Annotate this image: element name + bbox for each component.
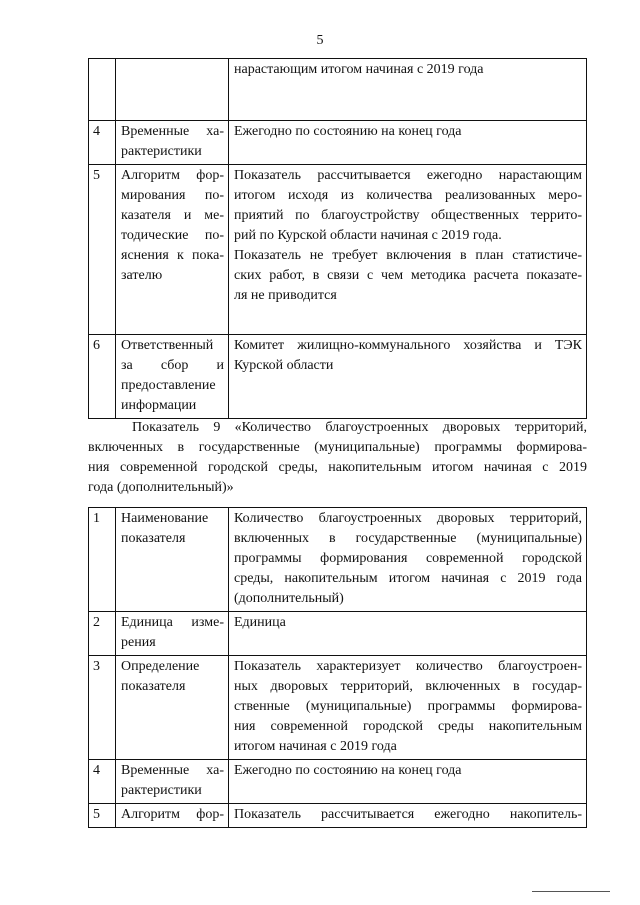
table-row <box>89 804 587 828</box>
table-row <box>89 121 587 165</box>
row-value: Ежегодно по состоянию на конец года <box>229 760 587 804</box>
row-value: Единица <box>229 612 587 656</box>
row-label: Наименование показателя <box>116 508 229 612</box>
table-row <box>89 760 587 804</box>
row-value: Ежегодно по состоянию на конец года <box>229 121 587 165</box>
row-number <box>89 59 116 121</box>
row-value: Комитет жилищно-коммунального хозяйства и ТЭК Курской области <box>229 335 587 419</box>
table-row <box>89 612 587 656</box>
row-label: Определение показателя <box>116 656 229 760</box>
table-row <box>89 335 587 419</box>
indicator-8-passport-table <box>88 58 587 419</box>
row-label: Временные ха- рактеристики <box>116 121 229 165</box>
row-label: Единица изме- рения <box>116 612 229 656</box>
indicator-9-heading: Показатель 9 «Количество благоустроенных дворовых территорий, включенных в государственные (муниципальные) программы формирова- ния современной городской среды, накопительным итогом начиная с 2019 года (дополнительный)» <box>88 420 587 495</box>
row-number: 4 <box>89 760 116 804</box>
row-value: Показатель рассчитывается ежегодно накопитель- <box>229 804 587 828</box>
row-label: Алгоритм фор- мирования по- казателя и ме- тодические по- яснения к пока- зателю <box>116 165 229 335</box>
row-value: Показатель характеризует количество благоустроен- ных дворовых территорий, включенных в государ- ственные (муниципальные) программы формирова- ния современной городской среды накопительным итогом начиная с 2019 года <box>229 656 587 760</box>
table-row <box>89 165 587 335</box>
page-number: 5 <box>316 33 324 48</box>
row-number: 3 <box>89 656 116 760</box>
row-label: Ответственный за сбор и предоставление информации <box>116 335 229 419</box>
row-number: 4 <box>89 121 116 165</box>
indicator-9-passport-table <box>88 507 587 828</box>
table-row <box>89 59 587 121</box>
row-number: 5 <box>89 804 116 828</box>
scan-artifact-line <box>532 891 610 892</box>
row-number: 2 <box>89 612 116 656</box>
row-number: 5 <box>89 165 116 335</box>
row-number: 6 <box>89 335 116 419</box>
row-label: Алгоритм фор- <box>116 804 229 828</box>
row-label <box>116 59 229 121</box>
table-row <box>89 508 587 612</box>
row-value: Показатель рассчитывается ежегодно нарастающим итогом исходя из количества реализованных меро- приятий по благоустройству общественных террито- рий по Курской области начиная с 2019 года. Показатель не требует включения в план статистиче- ских работ, в связи с чем методика расчета показате- ля не приводится <box>229 165 587 335</box>
row-number: 1 <box>89 508 116 612</box>
table-row <box>89 656 587 760</box>
row-label: Временные ха- рактеристики <box>116 760 229 804</box>
row-value: Количество благоустроенных дворовых территорий, включенных в государственные (муниципальные) программы формирования современной городской среды, накопительным итогом начиная с 2019 года (дополнительный) <box>229 508 587 612</box>
row-value: нарастающим итогом начиная с 2019 года <box>229 59 587 121</box>
